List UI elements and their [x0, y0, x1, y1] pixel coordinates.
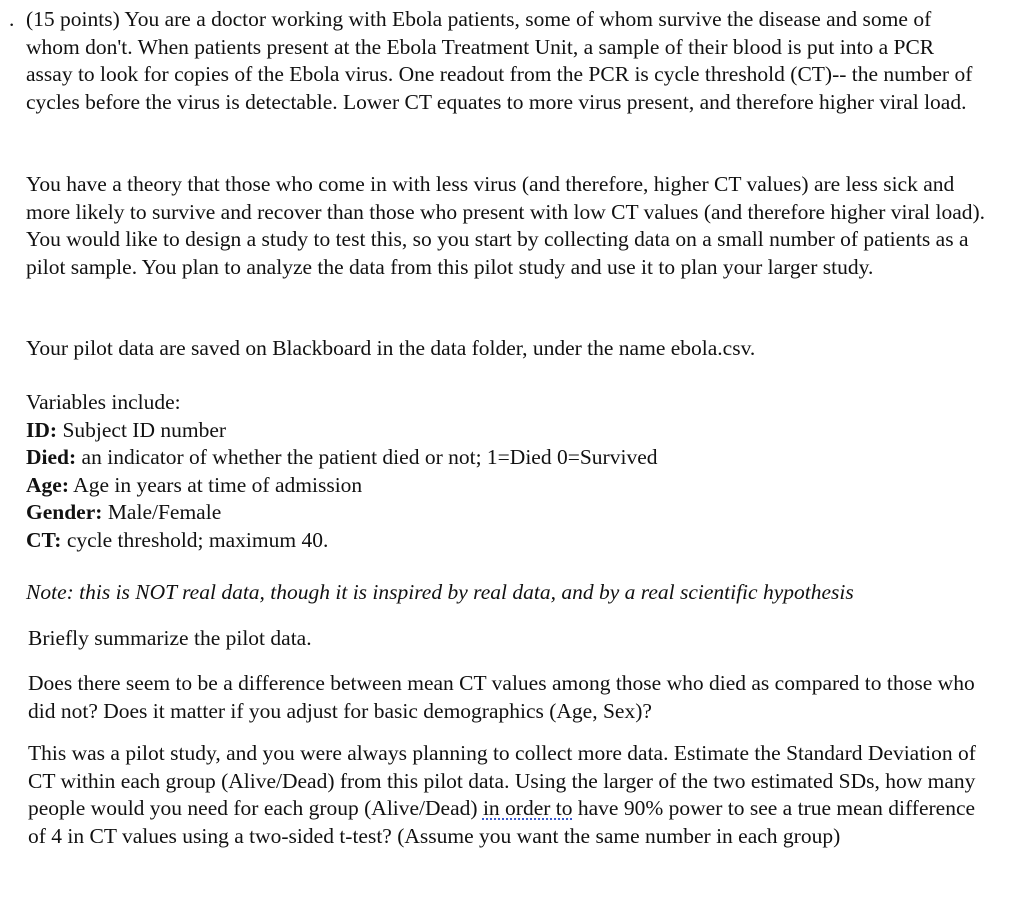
variable-description: an indicator of whether the patient died or not; 1=Died 0=Survived — [76, 445, 658, 469]
question-text-end: have 90% power to see a true mean difference of 4 in CT values using a two-sided t-test? (Assume you want the same number in each group) — [28, 796, 976, 848]
variable-age — [26, 472, 986, 500]
variable-name: Died: — [26, 445, 77, 469]
theory-paragraph: You have a theory that those who come in with less virus (and therefore, higher CT values) are less sick and more likely to survive and recover than those who present with low CT values (and therefore higher viral load). You would like to design a study to test this, so you start by collecting data on a small number of patients as a pilot sample. You plan to analyze the data from this pilot study and use it to plan your larger study. — [26, 172, 986, 279]
variable-description: Age in years at time of admission — [68, 472, 363, 497]
spellcheck-underlined-phrase: in order to — [482, 796, 573, 820]
variables-heading: Variables include: — [26, 390, 181, 414]
variable-name: ID: — [26, 417, 58, 442]
data-location-paragraph: Your pilot data are saved on Blackboard in the data folder, under the name ebola.csv. — [26, 336, 756, 360]
note-paragraph: Note: this is NOT real data, though it is inspired by real data, and by a real scientific hypothesis — [26, 580, 854, 604]
variable-ct — [26, 527, 986, 555]
question-sample-size — [28, 740, 988, 850]
variable-id — [26, 417, 986, 445]
variable-name: Gender: — [26, 500, 103, 524]
variable-gender — [26, 499, 986, 527]
list-bullet: . — [9, 7, 15, 31]
variable-description: cycle threshold; maximum 40. — [61, 527, 329, 552]
variable-died — [26, 444, 986, 472]
variable-description: Subject ID number — [57, 417, 227, 442]
variable-description: Male/Female — [102, 500, 222, 524]
question-mean-difference: Does there seem to be a difference between mean CT values among those who died as compared to those who did not? Does it matter if you adjust for basic demographics (Age, Sex)? — [28, 671, 975, 723]
variable-name: CT: — [26, 527, 62, 552]
variables-list — [26, 389, 986, 554]
question-summarize: Briefly summarize the pilot data. — [28, 626, 312, 650]
question-text-start: This was a pilot study, and you were always planning to collect more data. Estimate the Standard Deviation of CT within each group (Alive/Dead) from this pilot data. Using the larger of the two estimated SDs, how many people would you need for each group (Alive/Dead) — [28, 741, 976, 820]
variable-name: Age: — [26, 472, 69, 497]
intro-paragraph: (15 points) You are a doctor working with Ebola patients, some of whom survive the disease and some of whom don't. When patients present at the Ebola Treatment Unit, a sample of their blood is put into a PCR assay to look for copies of the Ebola virus. One readout from the PCR is cycle threshold (CT)-- the number of cycles before the virus is detectable. Lower CT equates to more virus present, and therefore higher viral load. — [26, 7, 973, 114]
